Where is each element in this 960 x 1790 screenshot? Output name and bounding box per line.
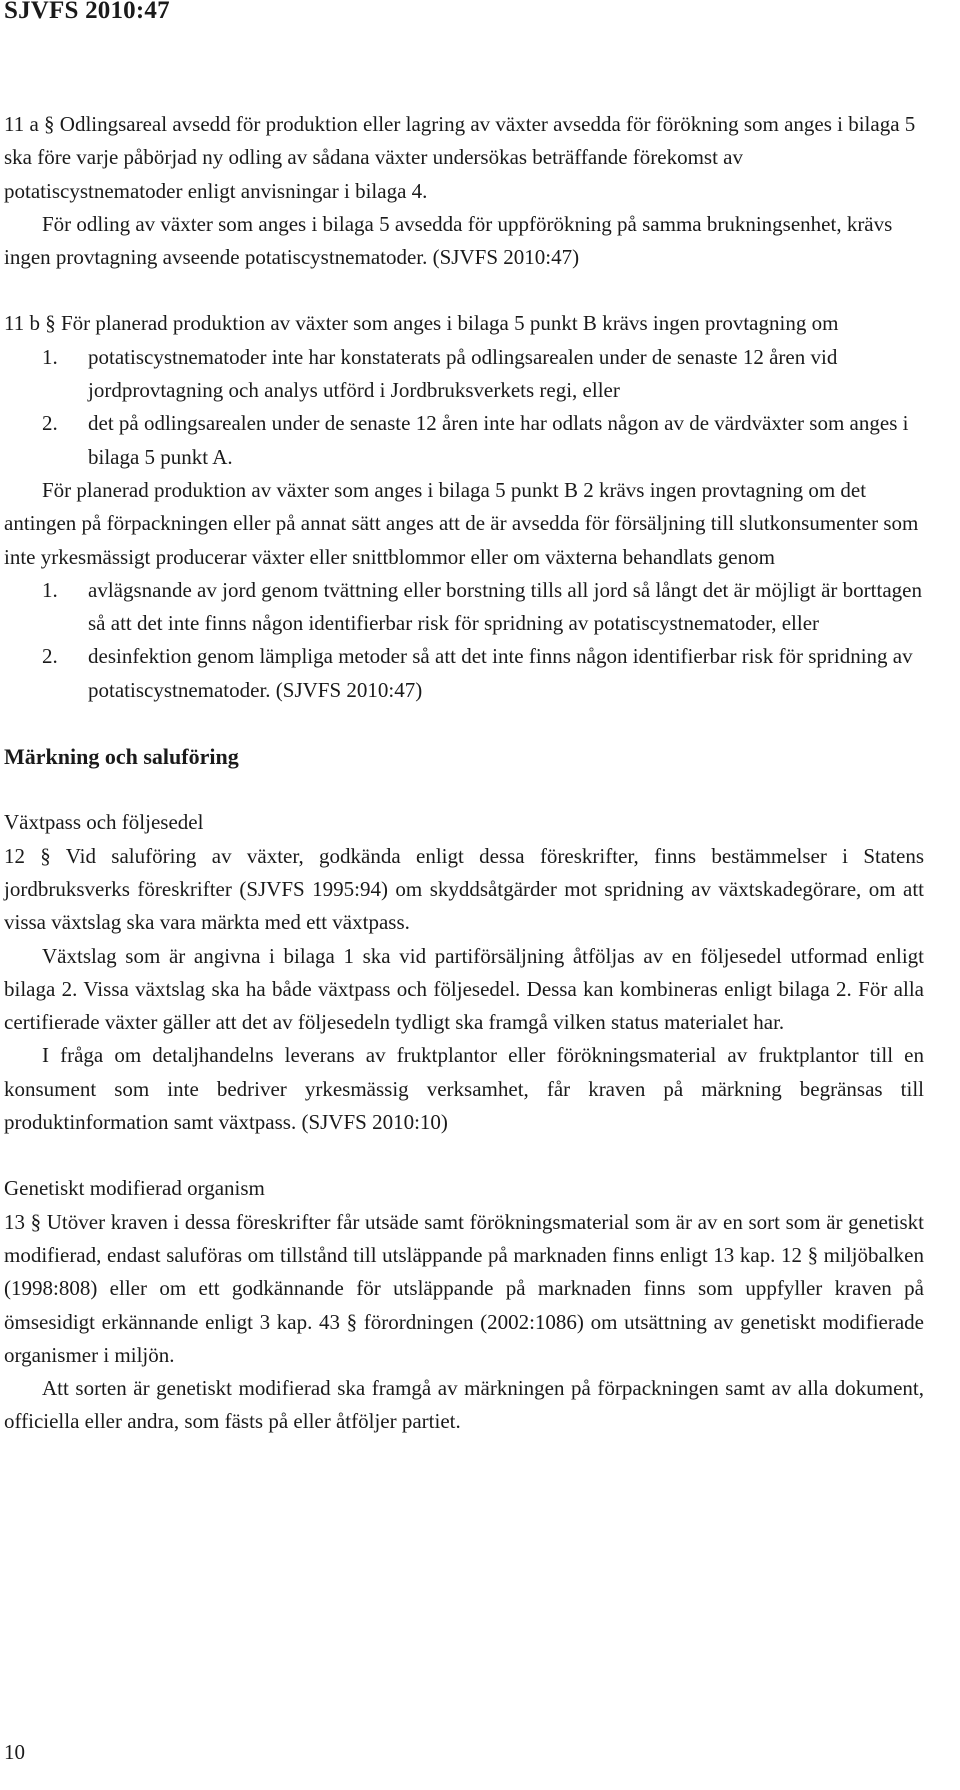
list-item bbox=[4, 407, 924, 474]
document-body bbox=[4, 108, 924, 1439]
list-item-number: 2. bbox=[42, 411, 58, 436]
section-heading-marking: Märkning och saluföring bbox=[4, 744, 239, 770]
list-item bbox=[4, 574, 924, 641]
list-item-text: desinfektion genom lämpliga metoder så att det inte finns någon identifierbar risk för spridning av potatiscystnematoder. (SJVFS 2010:47) bbox=[88, 644, 913, 702]
paragraph-11b: 11 b § För planerad produktion av växter som anges i bilaga 5 punkt B krävs ingen provtagning om bbox=[4, 311, 839, 336]
list-item-number: 2. bbox=[42, 644, 58, 669]
list-item-text: potatiscystnematoder inte har konstaterats på odlingsarealen under de senaste 12 åren vid jordprovtagning och analys utförd i Jordbruksverkets regi, eller bbox=[88, 344, 838, 403]
list-item bbox=[4, 640, 924, 707]
document-header: SJVFS 2010:47 bbox=[4, 0, 170, 24]
list-11b-treatments bbox=[4, 574, 924, 707]
paragraph-11a: 11 a § Odlingsareal avsedd för produktion eller lagring av växter avsedda för förökning som anges i bilaga 5 ska före varje påbörjad ny odling av sådana växter undersökas beträffande förekomst av potatiscystnematoder enligt anvisningar i bilaga 4. bbox=[4, 112, 916, 203]
subheading-gmo: Genetiskt modifierad organism bbox=[4, 1176, 265, 1201]
paragraph-13-second: Att sorten är genetiskt modifierad ska framgå av märkningen på förpackningen samt av alla dokument, officiella eller andra, som fästs på eller åtföljer partiet. bbox=[4, 1376, 924, 1434]
list-item-number: 1. bbox=[42, 577, 58, 602]
paragraph-11a-second: För odling av växter som anges i bilaga 5 avsedda för uppförökning på samma brukningsenhet, krävs ingen provtagning avseende potatiscystnematoder. (SJVFS 2010:47) bbox=[4, 211, 893, 270]
list-item-text: det på odlingsarealen under de senaste 12 åren inte har odlats någon av de värdväxter som anges i bilaga 5 punkt A. bbox=[88, 411, 909, 469]
subheading-vaxtpass: Växtpass och följesedel bbox=[4, 810, 204, 835]
paragraph-11b-second: För planerad produktion av växter som anges i bilaga 5 punkt B 2 krävs ingen provtagning om det antingen på förpackningen eller på annat sätt anges att de är avsedda för försäljning till slutkonsumenter som inte yrkesmässigt producerar växter eller snittblommor eller om växterna behandlats genom bbox=[4, 477, 919, 569]
paragraph-13: 13 § Utöver kraven i dessa föreskrifter får utsäde samt förökningsmaterial som är av en sort som är genetiskt modifierad, endast saluföras om tillstånd till utsläppande på marknaden finns enligt 13 kap. 12 § miljöbalken (1998:808) eller om ett godkännande för utsläppande på marknaden finns som uppfyller kraven på ömsesidigt erkännande enligt 3 kap. 43 § förordningen (2002:1086) om utsättning av genetiskt modifierade organismer i miljön. bbox=[4, 1209, 924, 1367]
list-item bbox=[4, 341, 924, 408]
page-number: 10 bbox=[4, 1740, 25, 1764]
list-item-number: 1. bbox=[42, 344, 58, 369]
paragraph-12-second: Växtslag som är angivna i bilaga 1 ska vid partiförsäljning åtföljas av en följesedel utformad enligt bilaga 2. Vissa växtslag ska ha både växtpass och följesedel. Dessa kan kombineras enligt bilaga 2. För alla certifierade växter gäller att det av följesedeln tydligt ska framgå vilken status materialet har. bbox=[4, 943, 924, 1035]
list-11b-conditions bbox=[4, 341, 924, 474]
paragraph-12-third: I fråga om detaljhandelns leverans av fruktplantor eller förökningsmaterial av fruktplantor till en konsument som inte bedriver yrkesmässig verksamhet, får kraven på märkning begränsas till produktinformation samt växtpass. (SJVFS 2010:10) bbox=[4, 1043, 924, 1135]
list-item-text: avlägsnande av jord genom tvättning eller borstning tills all jord så långt det är möjligt är borttagen så att det inte finns någon identifierbar risk för spridning av potatiscystnematoder, eller bbox=[88, 577, 922, 636]
paragraph-12: 12 § Vid saluföring av växter, godkända enligt dessa föreskrifter, finns bestämmelser i Statens jordbruksverks föreskrifter (SJVFS 1995:94) om skyddsåtgärder mot spridning av växtskadegörare, om att vissa växtslag ska vara märkta med ett växtpass. bbox=[4, 843, 924, 935]
